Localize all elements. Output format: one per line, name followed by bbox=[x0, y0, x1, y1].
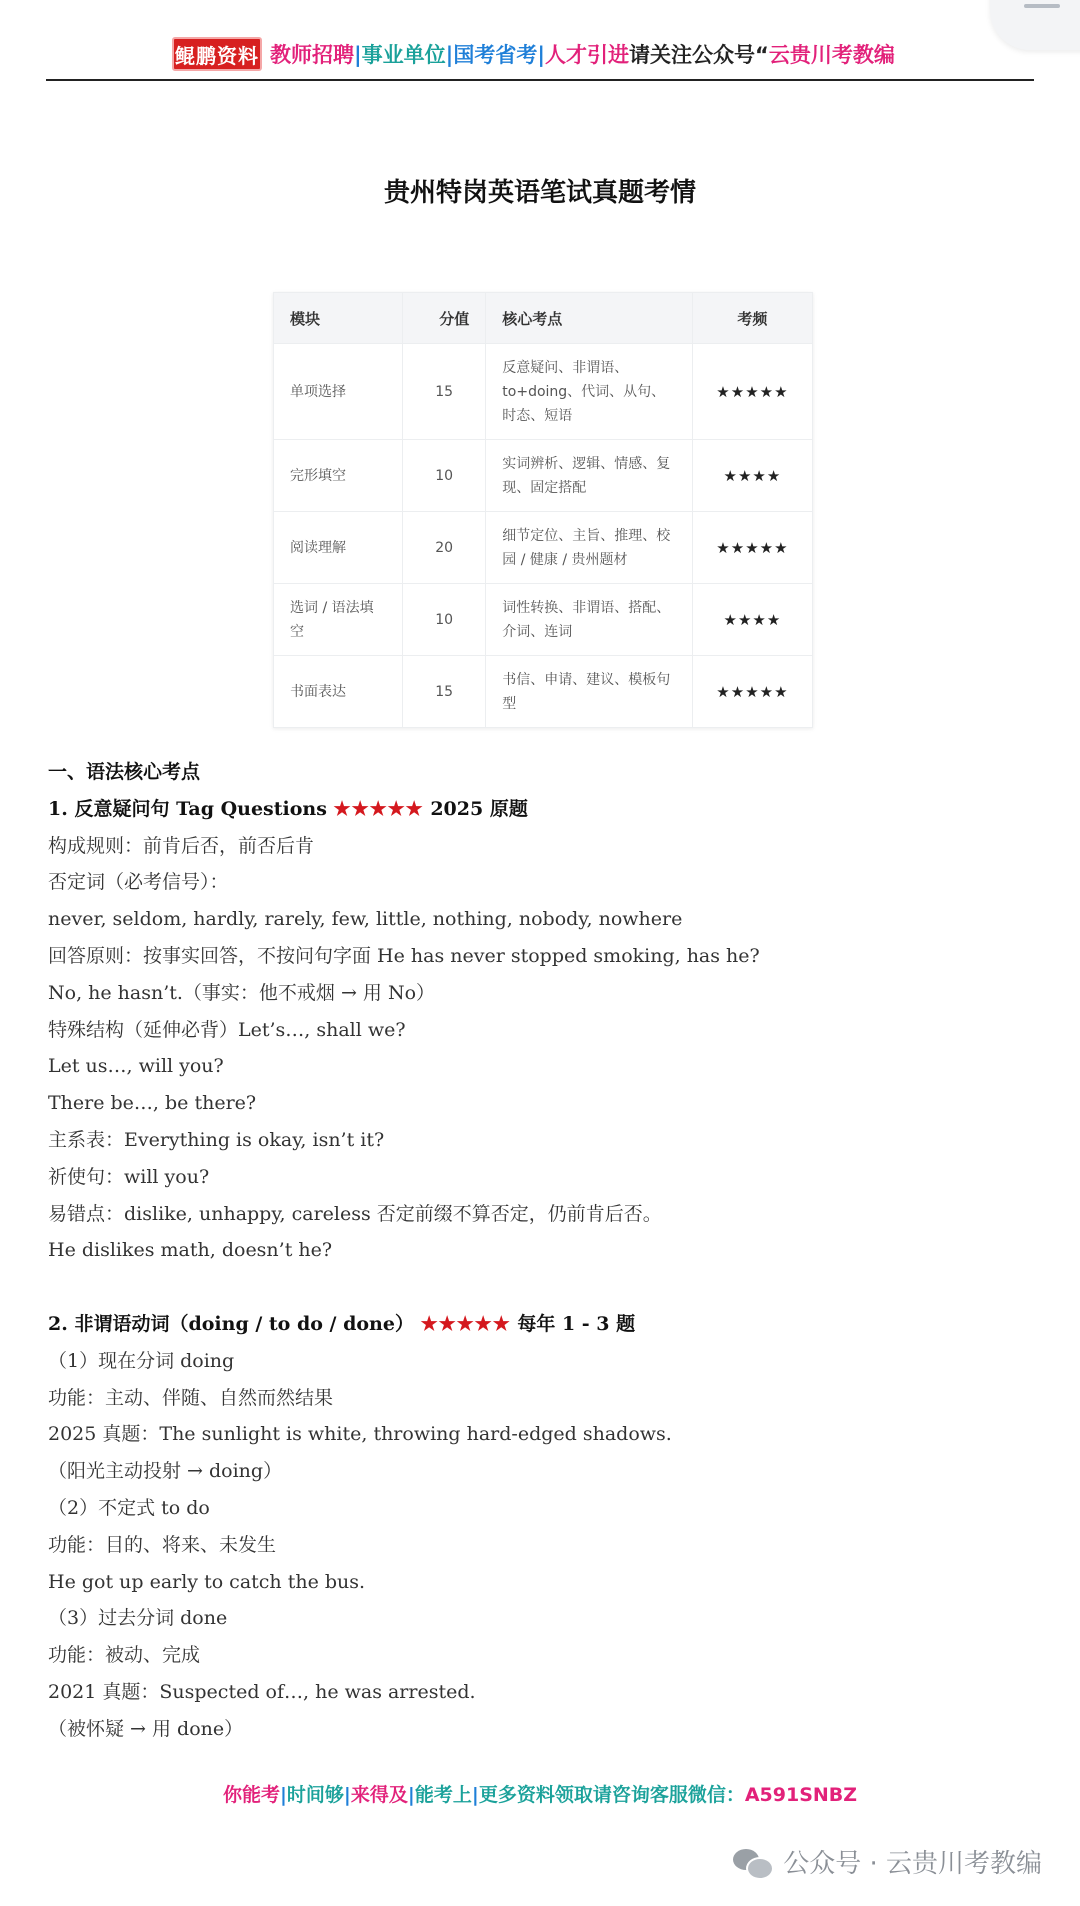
table-row bbox=[274, 512, 813, 584]
cell-stars: ★★★★★ bbox=[692, 344, 812, 440]
footer-segment: 时间够 bbox=[286, 1784, 344, 1806]
table-row bbox=[274, 440, 813, 512]
banner-segment: | bbox=[537, 43, 546, 67]
cell-stars: ★★★★ bbox=[692, 584, 812, 656]
wechat-icon bbox=[733, 1847, 771, 1877]
cell-module: 阅读理解 bbox=[274, 512, 403, 584]
table-row bbox=[274, 656, 813, 728]
header-points: 核心考点 bbox=[486, 293, 693, 344]
cell-stars: ★★★★★ bbox=[692, 512, 812, 584]
banner-text bbox=[270, 39, 895, 69]
footer-segment: 你能考 bbox=[222, 1784, 280, 1806]
cell-points: 实词辨析、逻辑、情感、复现、固定搭配 bbox=[486, 440, 693, 512]
brand-logo: 鲲鹏资料 bbox=[172, 37, 262, 71]
text-line: 构成规则：前肯后否，前否后肯 bbox=[48, 834, 315, 857]
banner-segment: 请关注公众号“ bbox=[629, 43, 769, 67]
cell-score: 10 bbox=[402, 440, 485, 512]
text-line: 易错点：dislike, unhappy, careless 否定前缀不算否定，仍前肯后否。 bbox=[48, 1202, 662, 1225]
cell-score: 15 bbox=[402, 656, 485, 728]
banner-segment: | bbox=[445, 43, 454, 67]
text-line: 功能：主动、伴随、自然而然结果 bbox=[48, 1386, 334, 1409]
banner-segment: 国考省考 bbox=[453, 43, 538, 67]
text-line: （阳光主动投射 → doing） bbox=[48, 1460, 283, 1483]
table-row bbox=[274, 344, 813, 440]
header-frequency: 考频 bbox=[692, 293, 812, 344]
text-line: 主系表：Everything is okay, isn’t it? bbox=[48, 1128, 385, 1151]
text-line: There be…, be there? bbox=[48, 1092, 257, 1115]
text-line: （3）过去分词 done bbox=[48, 1607, 228, 1630]
cell-points: 细节定位、主旨、推理、校园 / 健康 / 贵州题材 bbox=[486, 512, 693, 584]
exam-table bbox=[273, 292, 813, 728]
heading-text: 2. 非谓语动词（doing / to do / done） bbox=[48, 1312, 421, 1335]
watermark bbox=[733, 1843, 1042, 1880]
cell-stars: ★★★★★ bbox=[692, 656, 812, 728]
banner-segment: 人才引进 bbox=[545, 43, 630, 67]
heading-text: 1. 反意疑问句 Tag Questions bbox=[48, 797, 334, 820]
section-heading bbox=[48, 1306, 1048, 1343]
cell-points: 书信、申请、建议、模板句型 bbox=[486, 656, 693, 728]
cell-stars: ★★★★ bbox=[692, 440, 812, 512]
footer-segment: 来得及 bbox=[350, 1784, 408, 1806]
footer-segment: 能考上 bbox=[414, 1784, 472, 1806]
header-module: 模块 bbox=[274, 293, 403, 344]
banner-segment: 教师招聘 bbox=[270, 43, 354, 67]
text-line: （2）不定式 to do bbox=[48, 1496, 210, 1519]
cell-module: 完形填空 bbox=[274, 440, 403, 512]
heading-text: 2025 原题 bbox=[423, 797, 528, 820]
header-score: 分值 bbox=[402, 293, 485, 344]
footer-segment: 更多资料领取请咨询客服微信： bbox=[478, 1784, 745, 1806]
footer-segment: | bbox=[471, 1784, 479, 1806]
text-line: （1）现在分词 doing bbox=[48, 1349, 235, 1372]
cell-score: 15 bbox=[402, 344, 485, 440]
page-title: 贵州特岗英语笔试真题考情 bbox=[383, 178, 696, 208]
watermark-text: 公众号 · 云贵川考教编 bbox=[783, 1849, 1042, 1879]
text-line: 回答原则：按事实回答，不按问句字面 He has never stopped smoking, has he? bbox=[48, 944, 760, 967]
text-line: 祈使句：will you? bbox=[48, 1165, 210, 1188]
heading-text: 一、语法核心考点 bbox=[48, 761, 201, 783]
text-line: （被怀疑 → 用 done） bbox=[48, 1717, 244, 1740]
text-line: 2025 真题：The sunlight is white, throwing hard-edged shadows. bbox=[48, 1423, 672, 1446]
section-heading bbox=[48, 791, 1048, 828]
cell-module: 单项选择 bbox=[274, 344, 403, 440]
footer-banner bbox=[0, 1780, 1080, 1807]
banner-segment: 事业单位 bbox=[361, 43, 446, 67]
footer-segment: | bbox=[279, 1784, 287, 1806]
cell-score: 10 bbox=[402, 584, 485, 656]
cell-points: 反意疑问、非谓语、to+doing、代词、从句、时态、短语 bbox=[486, 344, 693, 440]
corner-menu[interactable] bbox=[990, 0, 1080, 50]
footer-segment: | bbox=[407, 1784, 415, 1806]
text-line: 否定词（必考信号）： bbox=[48, 871, 229, 894]
text-line: No, he hasn’t.（事实：他不戒烟 → 用 No） bbox=[48, 981, 436, 1004]
text-line: 2021 真题：Suspected of…, he was arrested. bbox=[48, 1680, 476, 1703]
footer-segment: | bbox=[343, 1784, 351, 1806]
text-line: never, seldom, hardly, rarely, few, little, nothing, nobody, nowhere bbox=[48, 908, 683, 931]
text-line: He got up early to catch the bus. bbox=[48, 1570, 366, 1593]
article-body bbox=[48, 754, 1048, 1748]
banner-segment: | bbox=[354, 43, 362, 67]
table-row bbox=[274, 584, 813, 656]
rating-stars: ★★★★★ bbox=[333, 797, 424, 820]
menu-icon bbox=[1024, 4, 1060, 8]
cell-module: 书面表达 bbox=[274, 656, 403, 728]
banner-segment: 云贵川考教编 bbox=[768, 43, 895, 67]
spacer bbox=[48, 1269, 1048, 1306]
text-line: Let us…, will you? bbox=[48, 1055, 224, 1078]
cell-module: 选词 / 语法填空 bbox=[274, 584, 403, 656]
cell-score: 20 bbox=[402, 512, 485, 584]
text-line: 功能：目的、将来、未发生 bbox=[48, 1533, 277, 1556]
section-heading bbox=[48, 754, 1048, 791]
text-line: 功能：被动、完成 bbox=[48, 1644, 201, 1667]
heading-text: 每年 1 - 3 题 bbox=[510, 1312, 636, 1335]
text-line: He dislikes math, doesn’t he? bbox=[48, 1239, 333, 1262]
rating-stars: ★★★★★ bbox=[420, 1312, 511, 1335]
header-divider bbox=[46, 79, 1034, 81]
text-line: 特殊结构（延伸必背）Let’s…, shall we? bbox=[48, 1018, 406, 1041]
cell-points: 词性转换、非谓语、搭配、介词、连词 bbox=[486, 584, 693, 656]
header-banner bbox=[172, 34, 895, 74]
footer-segment: A591SNBZ bbox=[744, 1784, 858, 1806]
table-header-row bbox=[274, 293, 813, 344]
